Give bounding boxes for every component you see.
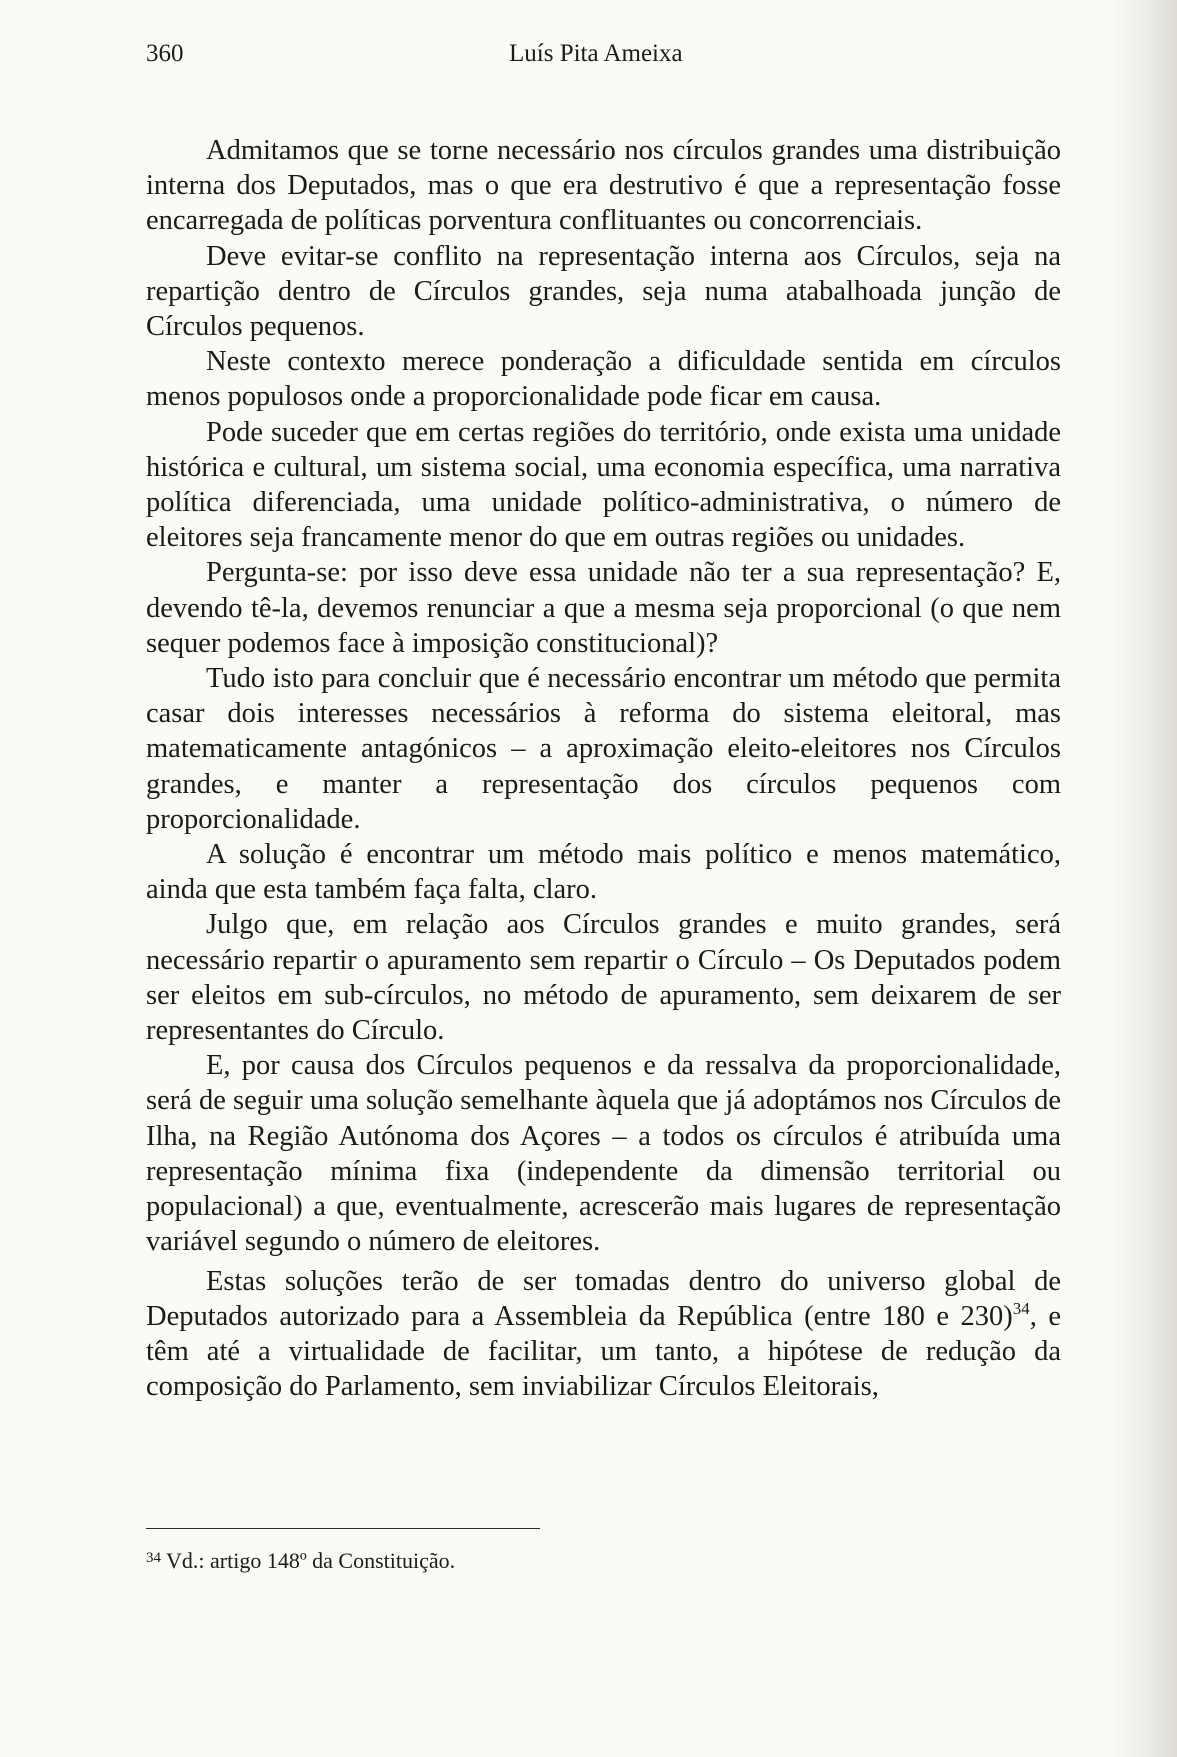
paragraph: E, por causa dos Círculos pequenos e da ressalva da proporcionalidade, será de seguir uma solução semelhante àquela que já adoptámos nos Círculos de Ilha, na Região Autónoma dos Açores – a todos os círculos é atribuída uma representação mínima fixa (independente da dimensão territorial ou populacional) a que, eventualmente, acrescerão mais lugares de representação variável segundo o número de eleitores. [146, 1050, 1061, 1258]
page-edge-shadow [1107, 0, 1177, 1757]
footnote [146, 1543, 1061, 1576]
footnote-separator [146, 1528, 540, 1529]
body-text [146, 133, 1061, 1404]
paragraph: Admitamos que se torne necessário nos círculos grandes uma distribuição interna dos Deputados, mas o que era destrutivo é que a representação fosse encarregada de políticas porventura conflituantes ou concorrenciais. [146, 135, 1061, 237]
paragraph: Pode suceder que em certas regiões do território, onde exista uma unidade histórica e cultural, um sistema social, uma economia específica, uma narrativa política diferenciada, uma unidade político-administrativa, o número de eleitores seja francamente menor do que em outras regiões ou unidades. [146, 416, 1061, 554]
paragraph [146, 1264, 1061, 1405]
paragraph-text: , e têm até a virtualidade de facilitar, um tanto, a hipótese de redução da composição do Parlamento, sem inviabilizar Círculos Eleitorais, [146, 1300, 1061, 1403]
paragraph: Pergunta-se: por isso deve essa unidade não ter a sua representação? E, devendo tê-la, devemos renunciar a que a mesma seja proporcional (o que nem sequer podemos face à imposição constitucional)? [146, 557, 1061, 659]
paragraph: Julgo que, em relação aos Círculos grandes e muito grandes, será necessário repartir o apuramento sem repartir o Círculo – Os Deputados podem ser eleitos em sub-círculos, no método de apuramento, sem deixarem de ser representantes do Círculo. [146, 909, 1061, 1047]
paragraph: Deve evitar-se conflito na representação interna aos Círculos, seja na repartição dentro de Círculos grandes, seja numa atabalhoada junção de Círculos pequenos. [146, 240, 1061, 343]
paragraph: A solução é encontrar um método mais político e menos matemático, ainda que esta também faça falta, claro. [146, 839, 1061, 906]
footnote-mark: 34 [146, 1550, 161, 1566]
paragraph: Tudo isto para concluir que é necessário encontrar um método que permita casar dois interesses necessários à reforma do sistema eleitoral, mas matematicamente antagónicos – a aproximação eleito-eleitores nos Círculos grandes, e manter a representação dos círculos pequenos com proporcionalidade. [146, 663, 1061, 835]
paragraph: Neste contexto merece ponderação a dificuldade sentida em círculos menos populosos onde a proporcionalidade pode ficar em causa. [146, 346, 1061, 413]
page-header [146, 36, 1061, 72]
running-head: Luís Pita Ameixa [509, 40, 683, 67]
page-number: 360 [146, 40, 184, 67]
paragraph-text: Estas soluções terão de ser tomadas dentro do universo global de Deputados autorizado para a Assembleia da República (entre 180 e 230) [146, 1265, 1061, 1332]
footnote-text: Vd.: artigo 148º da Constituição. [166, 1548, 456, 1573]
footnote-reference: 34 [1012, 1298, 1030, 1318]
